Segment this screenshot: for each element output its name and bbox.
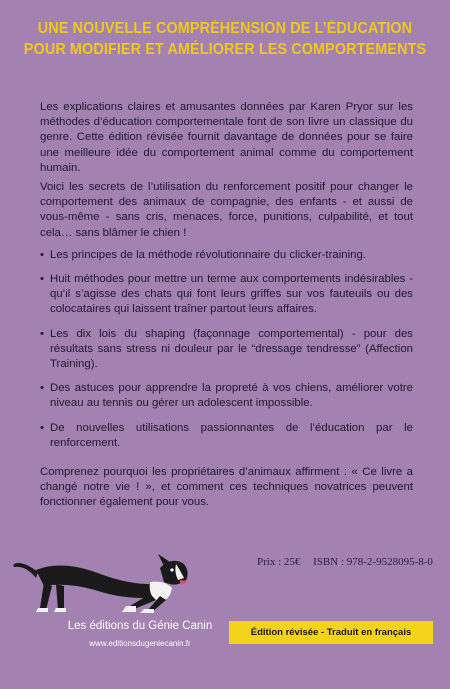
bullet-icon: •: [40, 248, 44, 261]
list-item: [40, 421, 413, 451]
list-item-text: Huit méthodes pour mettre un terme aux comportements indésirables - qu’il s’agisse des chats qui font leurs griffes sur vos fauteuils ou des colocataires qui laissent traîner partout leurs affaires.: [50, 273, 413, 316]
headline-line-2: POUR MODIFIER ET AMÉLIORER LES COMPORTEMENTS: [23, 41, 427, 58]
list-item: [40, 327, 413, 373]
list-item: [40, 381, 413, 411]
list-item: [40, 272, 413, 318]
list-item-text: Les dix lois du shaping (façonnage comportemental) - pour des résultats sans stress ni douleur par le “dressage tendresse” (Affection Training).: [50, 327, 413, 371]
intro-paragraph-2: Voici les secrets de l’utilisation du renforcement positif pour changer le comportement des animaux de compagnie, des enfants - et aussi de vous-même - sans cris, menaces, force, punitions, culpabilité, et tout cela… sans blâmer le chien !: [40, 181, 413, 239]
isbn: ISBN : 978-2-9528095-8-0: [313, 556, 433, 568]
list-item-text: Les principes de la méthode révolutionnaire du clicker-training.: [50, 248, 366, 261]
price: Prix : 25€: [257, 556, 301, 568]
intro-paragraph-1: Les explications claires et amusantes données par Karen Pryor sur les méthodes d’éducation comportementale font de son livre un classique du genre. Cette édition révisée fournit davantage de données pour se faire une meilleure idée du comportement animal comme du comportement humain.: [40, 101, 413, 174]
publisher-url: www.editionsdugeniecanin.fr: [89, 639, 191, 648]
list-item-text: Des astuces pour apprendre la propreté à vos chiens, améliorer votre niveau au tennis ou gérer un adolescent impossible.: [50, 382, 413, 410]
price-isbn-line: [257, 556, 443, 568]
bullet-icon: •: [40, 327, 44, 340]
bullet-icon: •: [40, 382, 44, 395]
bullet-icon: •: [40, 273, 44, 286]
back-cover-text: [40, 100, 413, 515]
list-item: [40, 248, 413, 263]
headline-line-1: UNE NOUVELLE COMPRÉHENSION DE L’ÉDUCATION: [37, 20, 413, 37]
closing-paragraph: Comprenez pourquoi les propriétaires d’animaux affirment : « Ce livre a changé notre vie ! », et comment ces techniques novatrices peuvent fonctionner également pour vous.: [40, 466, 413, 509]
bullet-icon: •: [40, 421, 44, 434]
dog-illustration: [0, 520, 240, 620]
edition-badge: Édition révisée - Traduit en français: [229, 621, 433, 644]
publisher-name: Les éditions du Génie Canin: [67, 620, 213, 632]
list-item-text: De nouvelles utilisations passionnantes de l’éducation par le renforcement.: [50, 421, 413, 449]
headline: [16, 18, 435, 60]
feature-list: [40, 248, 413, 451]
